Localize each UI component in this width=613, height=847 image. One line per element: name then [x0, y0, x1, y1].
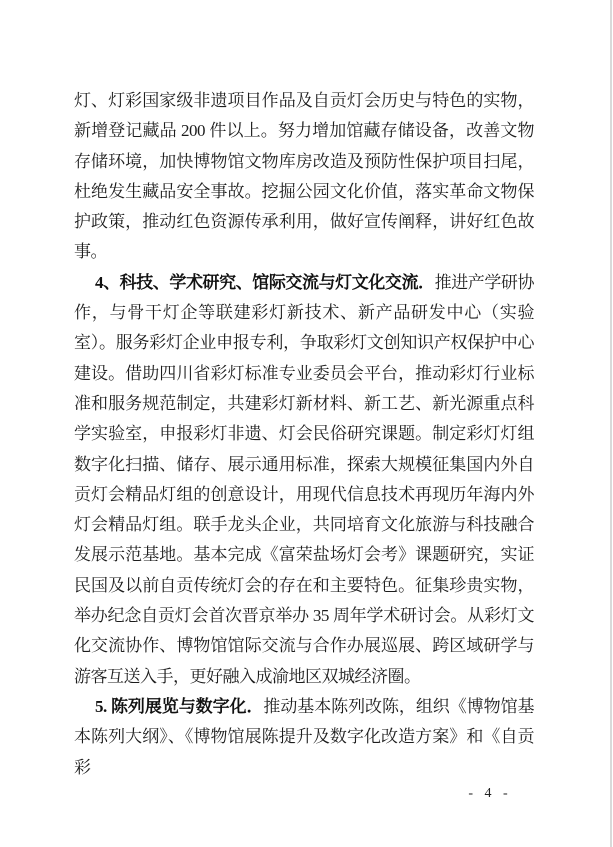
- scan-edge-line: [610, 0, 612, 847]
- document-body: [74, 86, 534, 783]
- paragraph-text: 推进产学研协作，与骨干灯企等联建彩灯新技术、新产品研发中心（实验室）。服务彩灯企业申报专利，争取彩灯文创知识产权保护中心建设。借助四川省彩灯标准专业委员会平台，推动彩灯行业标准和服务规范制定，共建彩灯新材料、新工艺、新光源重点科学实验室，申报彩灯非遗、灯会民俗研究课题。制定彩灯灯组数字化扫描、储存、展示通用标准，探索大规模征集国内外自贡灯会精品灯组的创意设计，用现代信息技术再现历年海内外灯会精品灯组。联手龙头企业，共同培育文化旅游与科技融合发展示范基地。基本完成《富荣盐场灯会考》课题研究，实证民国及以前自贡传统灯会的存在和主要特色。征集珍贵实物，举办纪念自贡灯会首次晋京举办 35 周年学术研讨会。从彩灯文化交流协作、博物馆馆际交流与合作办展巡展、跨区域研学与游客互送入手，更好融入成渝地区双城经济圈。: [74, 272, 535, 686]
- paragraph: [74, 692, 534, 783]
- paragraph: [74, 268, 534, 692]
- section-heading: 4、科技、学术研究、馆际交流与灯文化交流．: [95, 272, 435, 292]
- page-number: - 4 -: [468, 786, 512, 801]
- paragraph: [74, 86, 534, 268]
- paragraph-text: 推动基本陈列改陈，组织《博物馆基本陈列大纲》、《博物馆展陈提升及数字化改造方案》和《自贡彩: [74, 696, 535, 777]
- paragraph-text: 灯、灯彩国家级非遗项目作品及自贡灯会历史与特色的实物，新增登记藏品 200 件以上。努力增加馆藏存储设备，改善文物存储环境，加快博物馆文物库房改造及预防性保护项目扫尾，杜绝发生藏品安全事故。挖掘公园文化价值，落实革命文物保护政策，推动红色资源传承利用，做好宣传阐释，讲好红色故事。: [74, 91, 534, 262]
- section-heading: 5. 陈列展览与数字化．: [95, 696, 264, 716]
